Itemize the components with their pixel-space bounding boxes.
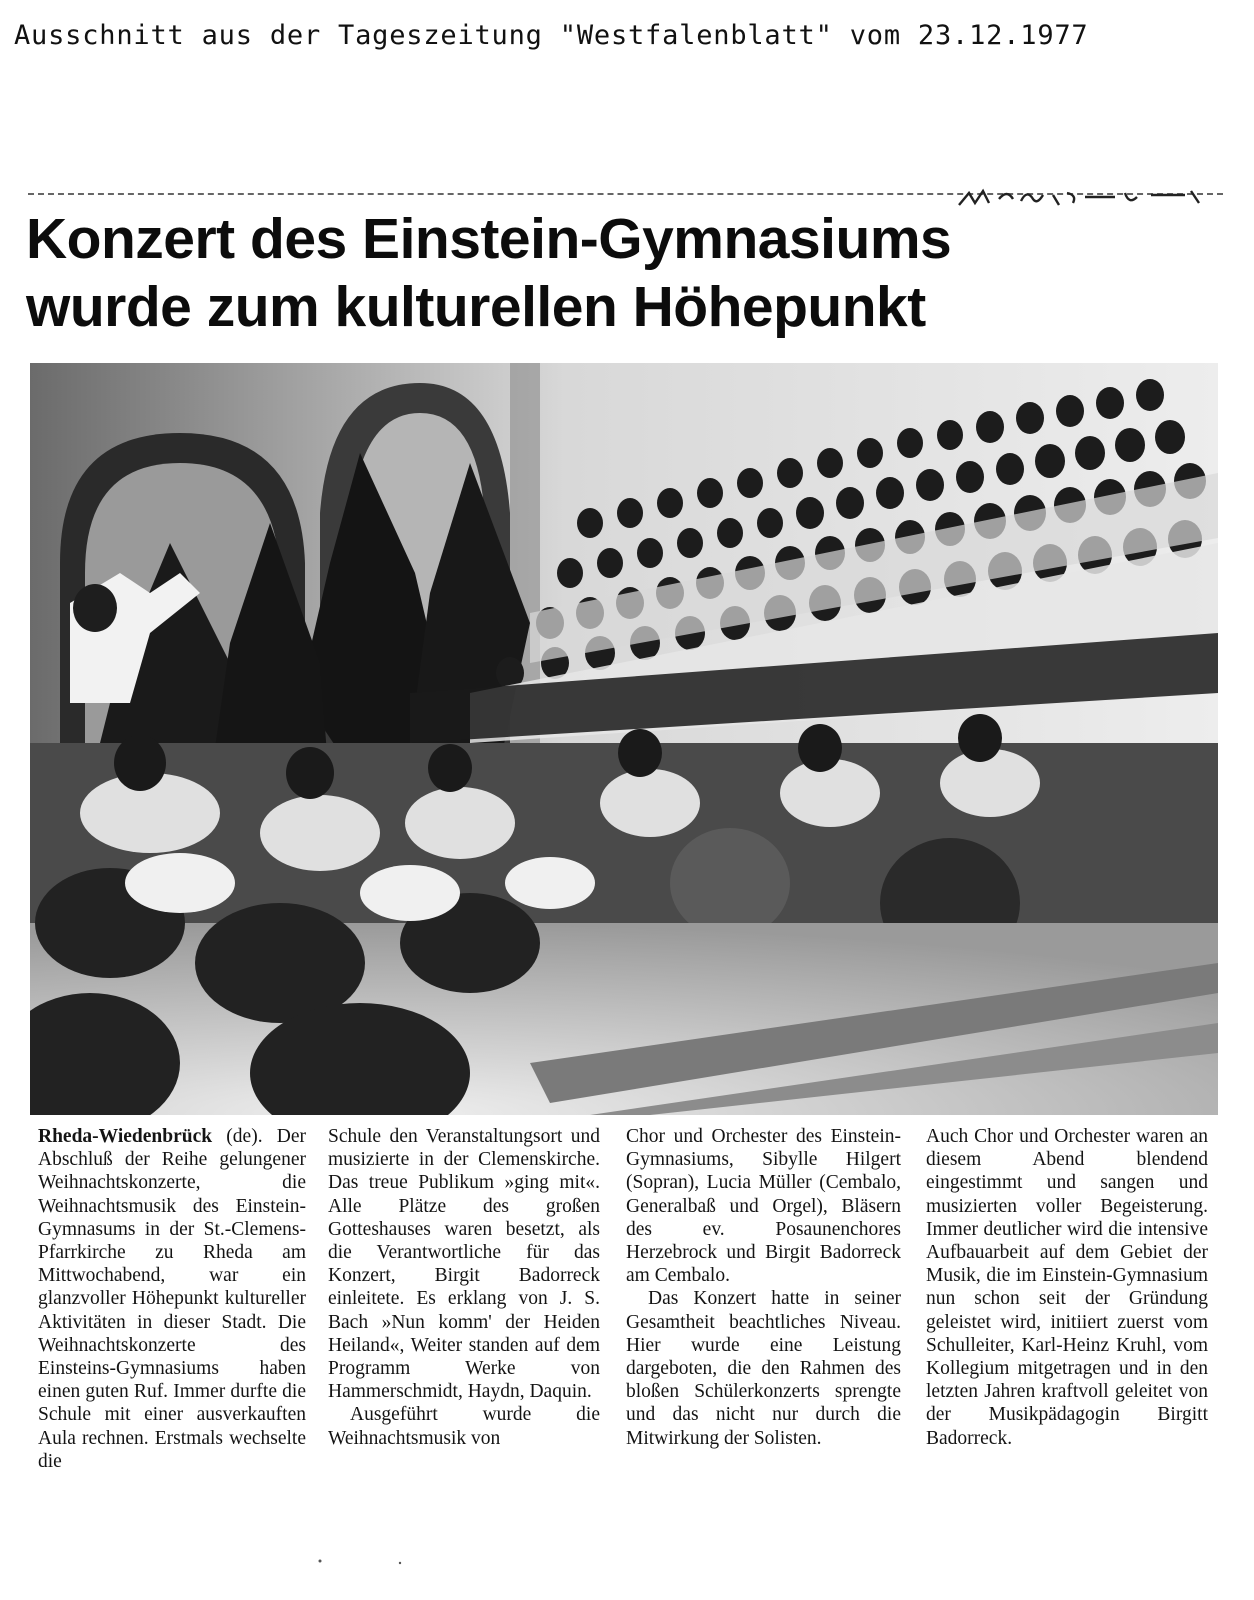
concert-photo	[30, 363, 1218, 1115]
concert-photo-illustration	[30, 363, 1218, 1115]
column-3-paragraph-1: Chor und Orchester des Einstein-Gymnasiums, Sibylle Hilgert (Sopran), Lucia Müller (Cembalo, Generalbaß und Orgel), Bläsern des ev. Posaunenchores Herzebrock und Birgit Badorreck am Cembalo.	[626, 1126, 901, 1287]
column-3-paragraph-2: Das Konzert hatte in seiner Gesamtheit beachtliches Niveau. Hier wurde eine Leistung dargeboten, die den Rahmen des bloßen Schülerkonzerts sprengte und das nicht nur durch die Mitwirkung der Solisten.	[626, 1288, 901, 1449]
article-column-3	[626, 1125, 901, 1450]
column-2-paragraph-1: Schule den Veranstaltungsort und musizierte in der Clemenskirche. Das treue Publikum »ging mit«. Alle Plätze des großen Gotteshauses waren besetzt, als die Verantwortliche für das Konzert, Birgit Badorreck einleitete. Es erklang von J. S. Bach »Nun komm' der Heiden Heiland«, Weiter standen auf dem Programm Werke von Hammerschmidt, Haydn, Daquin.	[328, 1126, 600, 1403]
article-column-4	[926, 1125, 1208, 1450]
column-2-paragraph-2: Ausgeführt wurde die Weihnachtsmusik von	[328, 1404, 600, 1449]
article-dateline: Rheda-Wiedenbrück	[38, 1126, 213, 1147]
scan-speckles	[260, 1555, 560, 1569]
newspaper-clipping	[0, 185, 1254, 1600]
article-column-1	[38, 1125, 306, 1473]
column-1-text: (de). Der Abschluß der Reihe gelungener Weihnachtskonzerte, die Weihnachtsmusik des Einstein-Gymnasums in der St.-Clemens-Pfarrkirche zu Rheda am Mittwochabend, war ein glanzvoller Höhepunkt kultureller Aktivitäten in dieser Stadt. Die Weihnachtskonzerte des Einsteins-Gymnasiums haben einen guten Ruf. Immer durfte die Schule mit einer ausverkauften Aula rechnen. Erstmals wechselte die	[38, 1126, 306, 1472]
article-headline	[26, 205, 1226, 341]
headline-line-2: wurde zum kulturellen Höhepunkt	[26, 275, 926, 339]
source-caption: Ausschnitt aus der Tageszeitung "Westfalenblatt" vom 23.12.1977	[14, 20, 1089, 51]
column-4-text: Auch Chor und Orchester waren an diesem Abend blendend eingestimmt und sangen und musizierten voller Begeisterung. Immer deutlicher wird die intensive Aufbauarbeit auf dem Gebiet der Musik, die im Einstein-Gymnasium nun schon seit der Gründung geleistet wird, initiiert zuerst vom Schulleiter, Karl-Heinz Kruhl, vom Kollegium mitgetragen und in den letzten Jahren kraftvoll geleitet von der Musikpädagogin Birgitt Badorreck.	[926, 1126, 1208, 1449]
article-column-2	[328, 1125, 600, 1450]
headline-line-1: Konzert des Einstein-Gymnasiums	[26, 207, 952, 271]
